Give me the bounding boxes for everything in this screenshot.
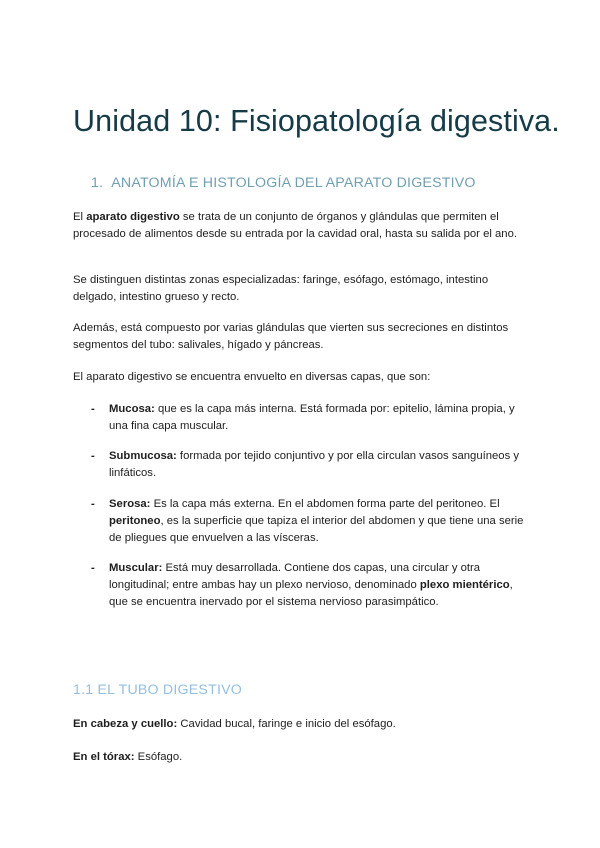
paragraph-layers-intro: El aparato digestivo se encuentra envuelto en diversas capas, que son:: [73, 371, 431, 383]
text: , que se encuentra inervado por el sistema nervioso parasimpático.: [109, 578, 513, 608]
term: Serosa:: [109, 498, 151, 510]
section-number: 1.: [91, 175, 104, 191]
text: , es la superficie que tapiza el interior del abdomen y que tiene una serie de pliegues que envuelven a las vísceras.: [109, 514, 524, 544]
text: se trata de un conjunto de órganos y glándulas que permiten el procesado de alimentos desde su entrada por la cavidad oral, hasta su salida por el ano.: [73, 211, 517, 240]
text: que es la capa más interna. Está formada por: epitelio, lámina propia, y una fina capa muscular.: [109, 403, 515, 432]
paragraph-zones: Se distinguen distintas zonas especializadas: faringe, esófago, estómago, intestino delgado, intestino grueso y recto.: [73, 274, 489, 303]
bullet-dash: -: [91, 562, 95, 574]
bold-term: aparato digestivo: [86, 211, 180, 223]
page-title: Unidad 10: Fisiopatología digestiva.: [73, 104, 560, 138]
label: En cabeza y cuello:: [73, 718, 178, 730]
text: Es la capa más externa. En el abdomen forma parte del peritoneo. El: [150, 498, 500, 510]
text: El: [73, 211, 87, 223]
paragraph-intro: [73, 209, 533, 243]
paragraph-glands: Además, está compuesto por varias glándulas que vierten sus secreciones en distintos segmentos del tubo: salivales, hígado y páncreas.: [73, 322, 509, 351]
bullet-dash: -: [91, 498, 95, 510]
subsection-heading: 1.1 EL TUBO DIGESTIVO: [73, 682, 242, 698]
term: plexo mientérico: [419, 578, 510, 591]
label: En el tórax:: [73, 751, 135, 763]
bullet-dash: -: [91, 450, 95, 462]
text: Esófago.: [134, 751, 183, 763]
term: Submucosa:: [109, 450, 177, 462]
text: Está muy desarrollada. Contiene dos capas, una circular y otra longitudinal; entre ambas hay un plexo nervioso, denominado: [109, 562, 481, 591]
term: Mucosa:: [109, 403, 155, 415]
section-heading-text: ANATOMÍA E HISTOLOGÍA DEL APARATO DIGESTIVO: [111, 175, 476, 191]
text: formada por tejido conjuntivo y por ella circulan vasos sanguíneos y linfáticos.: [109, 450, 520, 479]
bullet-dash: -: [91, 403, 95, 415]
term: peritoneo: [109, 514, 161, 527]
text: Cavidad bucal, faringe e inicio del esófago.: [177, 718, 396, 730]
section-heading-1: [91, 175, 476, 191]
term: Muscular:: [109, 562, 163, 574]
paragraph-head-neck: [73, 716, 533, 733]
paragraph-thorax: [73, 749, 533, 766]
